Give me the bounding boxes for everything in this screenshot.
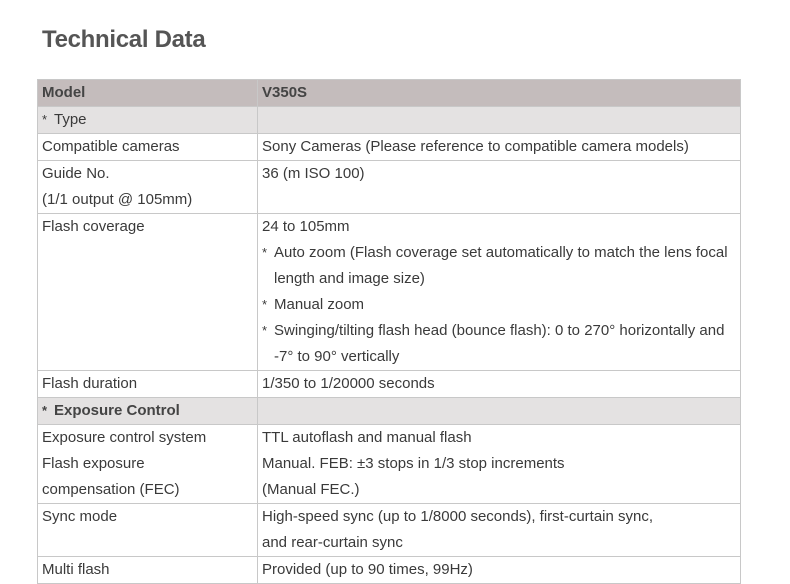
flash-coverage-note: [262, 292, 736, 318]
sync-mode-value: [258, 504, 741, 557]
note-text: Manual zoom: [274, 296, 365, 313]
bullet-marker: *: [42, 112, 48, 127]
table-row: [38, 214, 741, 371]
bullet-marker: *: [262, 297, 268, 312]
multi-flash-value: Provided (up to 90 times, 99Hz): [258, 557, 741, 584]
guide-number-label: [38, 161, 258, 214]
section-exposure-empty: [258, 398, 741, 425]
compatible-cameras-label: Compatible cameras: [38, 134, 258, 161]
exposure-label-line3: compensation (FEC): [42, 481, 180, 498]
table-row: [38, 557, 741, 584]
exposure-control-label: [38, 425, 258, 504]
table-row: [38, 371, 741, 398]
section-row-type: [38, 107, 741, 134]
exposure-value-line3: (Manual FEC.): [262, 481, 360, 498]
model-header-value: V350S: [258, 80, 741, 107]
flash-coverage-range: 24 to 105mm: [262, 218, 350, 235]
exposure-control-value: [258, 425, 741, 504]
bullet-marker: *: [42, 403, 48, 418]
section-exposure-cell: [38, 398, 258, 425]
table-row: [38, 425, 741, 504]
section-type-label: Type: [54, 111, 87, 128]
section-type-cell: [38, 107, 258, 134]
table-row: [38, 134, 741, 161]
exposure-value-line2: Manual. FEB: ±3 stops in 1/3 stop increments: [262, 455, 565, 472]
flash-duration-value: 1/350 to 1/20000 seconds: [258, 371, 741, 398]
section-row-exposure: [38, 398, 741, 425]
multi-flash-label: Multi flash: [38, 557, 258, 584]
sync-mode-label: Sync mode: [38, 504, 258, 557]
bullet-marker: *: [262, 323, 268, 338]
guide-number-label-line1: Guide No.: [42, 165, 110, 182]
bullet-marker: *: [262, 245, 268, 260]
exposure-label-line2: Flash exposure: [42, 455, 145, 472]
table-header-row: [38, 80, 741, 107]
technical-data-table: [37, 79, 741, 584]
guide-number-label-line2: (1/1 output @ 105mm): [42, 191, 193, 208]
sync-mode-value-line1: High-speed sync (up to 1/8000 seconds), first-curtain sync,: [262, 508, 654, 525]
flash-coverage-note: [262, 318, 736, 370]
sync-mode-value-line2: and rear-curtain sync: [262, 534, 403, 551]
flash-duration-label: Flash duration: [38, 371, 258, 398]
flash-coverage-note: [262, 240, 736, 292]
section-exposure-label: Exposure Control: [54, 402, 180, 419]
section-type-empty: [258, 107, 741, 134]
table-row: [38, 504, 741, 557]
note-text: Swinging/tilting flash head (bounce flash): 0 to 270° horizontally and -7° to 90° vertically: [274, 322, 725, 365]
model-header-label: Model: [38, 80, 258, 107]
page-title: Technical Data: [42, 26, 206, 53]
exposure-label-line1: Exposure control system: [42, 429, 207, 446]
flash-coverage-label: Flash coverage: [38, 214, 258, 371]
guide-number-value: 36 (m ISO 100): [258, 161, 741, 214]
flash-coverage-value: [258, 214, 741, 371]
table-row: [38, 161, 741, 214]
compatible-cameras-value: Sony Cameras (Please reference to compatible camera models): [258, 134, 741, 161]
note-text: Auto zoom (Flash coverage set automatically to match the lens focal length and image size): [274, 244, 728, 287]
exposure-value-line1: TTL autoflash and manual flash: [262, 429, 472, 446]
